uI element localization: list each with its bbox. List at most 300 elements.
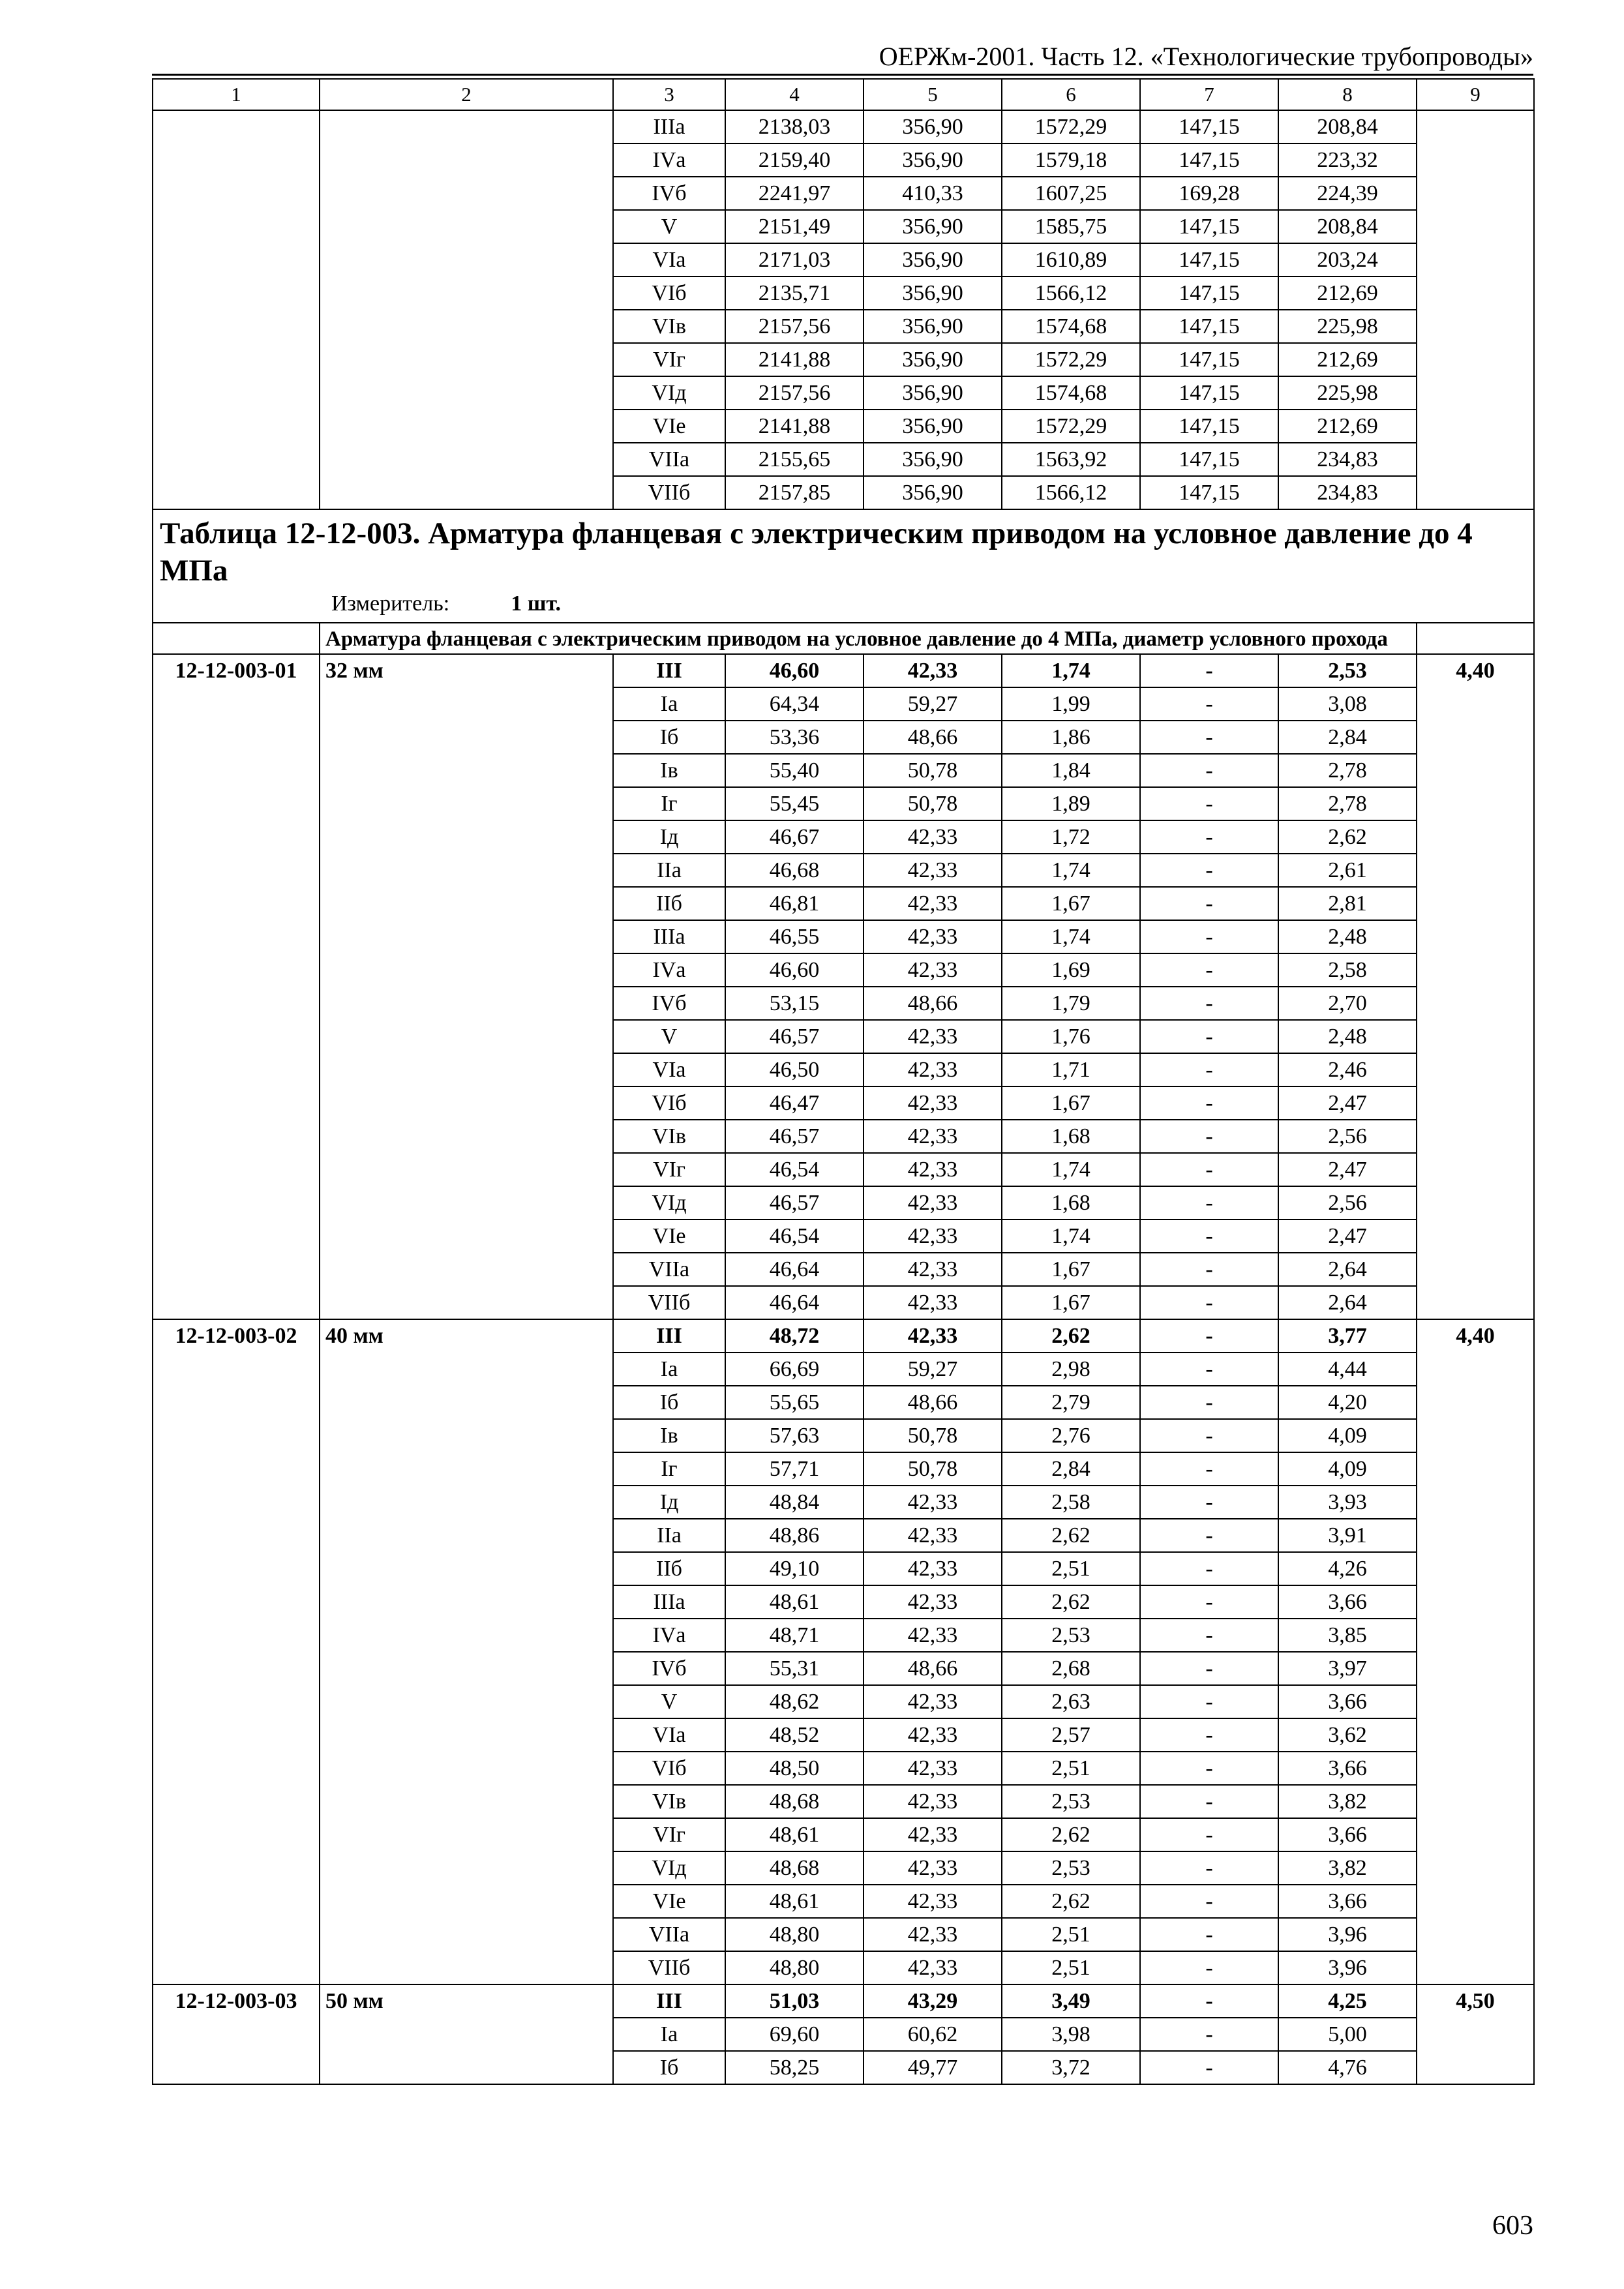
wages-cell: 42,33 [864, 1486, 1002, 1519]
machinist-wages-cell: - [1140, 1486, 1278, 1519]
zone-cell: Iб [613, 1386, 725, 1419]
machines-cell: 2,98 [1002, 1353, 1140, 1386]
materials-cell: 2,56 [1278, 1120, 1417, 1153]
zone-cell: Iв [613, 754, 725, 787]
zone-cell: VIв [613, 310, 725, 343]
total-cost-cell: 46,67 [725, 820, 864, 854]
machinist-wages-cell: - [1140, 987, 1278, 1020]
machines-cell: 1,71 [1002, 1053, 1140, 1086]
zone-cell: Iб [613, 2051, 725, 2084]
total-cost-cell: 64,34 [725, 687, 864, 721]
machinist-wages-cell: - [1140, 1851, 1278, 1885]
wages-cell: 42,33 [864, 1752, 1002, 1785]
wages-cell: 356,90 [864, 343, 1002, 376]
zone-cell: IIа [613, 854, 725, 887]
machines-cell: 2,79 [1002, 1386, 1140, 1419]
machinist-wages-cell: - [1140, 721, 1278, 754]
materials-cell: 3,66 [1278, 1685, 1417, 1718]
zone-cell: VIб [613, 1752, 725, 1785]
total-cost-cell: 57,63 [725, 1419, 864, 1452]
total-cost-cell: 46,60 [725, 953, 864, 987]
machines-cell: 1572,29 [1002, 110, 1140, 143]
diameter-cell [320, 110, 613, 509]
wages-cell: 356,90 [864, 143, 1002, 177]
wages-cell: 42,33 [864, 1286, 1002, 1319]
wages-cell: 50,78 [864, 787, 1002, 820]
wages-cell: 60,62 [864, 2018, 1002, 2051]
zone-cell: VIIа [613, 1918, 725, 1951]
materials-cell: 2,48 [1278, 920, 1417, 953]
column-number: 6 [1002, 79, 1140, 110]
wages-cell: 356,90 [864, 476, 1002, 509]
machinist-wages-cell: - [1140, 887, 1278, 920]
machinist-wages-cell: 147,15 [1140, 410, 1278, 443]
total-cost-cell: 46,64 [725, 1253, 864, 1286]
wages-cell: 42,33 [864, 1918, 1002, 1951]
wages-cell: 42,33 [864, 887, 1002, 920]
zone-cell: IVа [613, 953, 725, 987]
total-cost-cell: 51,03 [725, 1984, 864, 2018]
materials-cell: 2,78 [1278, 754, 1417, 787]
total-cost-cell: 46,64 [725, 1286, 864, 1319]
materials-cell: 3,82 [1278, 1785, 1417, 1818]
machines-cell: 3,72 [1002, 2051, 1140, 2084]
zone-cell: VIIа [613, 1253, 725, 1286]
zone-cell: IIIа [613, 1585, 725, 1619]
machinist-wages-cell: 147,15 [1140, 343, 1278, 376]
wages-cell: 356,90 [864, 410, 1002, 443]
total-cost-cell: 48,68 [725, 1785, 864, 1818]
machinist-wages-cell: - [1140, 1785, 1278, 1818]
total-cost-cell: 53,36 [725, 721, 864, 754]
machinist-wages-cell: - [1140, 1452, 1278, 1486]
zone-cell: VIг [613, 1818, 725, 1851]
machines-cell: 1566,12 [1002, 277, 1140, 310]
zone-cell: Iа [613, 687, 725, 721]
zone-cell: V [613, 1020, 725, 1053]
zone-cell: Iд [613, 820, 725, 854]
machines-cell: 1,67 [1002, 1086, 1140, 1120]
wages-cell: 42,33 [864, 1585, 1002, 1619]
machines-cell: 1,68 [1002, 1186, 1140, 1219]
table-row [153, 1984, 1534, 2018]
total-cost-cell: 2157,56 [725, 310, 864, 343]
zone-cell: Iа [613, 1353, 725, 1386]
table-title-row [153, 509, 1534, 623]
materials-cell: 224,39 [1278, 177, 1417, 210]
wages-cell: 42,33 [864, 1785, 1002, 1818]
machines-cell: 1,89 [1002, 787, 1140, 820]
machinist-wages-cell: 147,15 [1140, 143, 1278, 177]
machinist-wages-cell: - [1140, 1353, 1278, 1386]
materials-cell: 3,66 [1278, 1885, 1417, 1918]
zone-cell: Iб [613, 721, 725, 754]
machinist-wages-cell: 147,15 [1140, 476, 1278, 509]
machinist-wages-cell: - [1140, 1652, 1278, 1685]
zone-cell: Iв [613, 1419, 725, 1452]
wages-cell: 356,90 [864, 243, 1002, 277]
total-cost-cell: 46,47 [725, 1086, 864, 1120]
diameter-cell: 50 мм [320, 1984, 613, 2084]
zone-cell: VIг [613, 1153, 725, 1186]
total-cost-cell: 48,84 [725, 1486, 864, 1519]
meter-label: Измеритель: [331, 591, 450, 616]
machinist-wages-cell: 147,15 [1140, 376, 1278, 410]
machines-cell: 1,74 [1002, 920, 1140, 953]
zone-cell: IIб [613, 1552, 725, 1585]
zone-cell: III [613, 1984, 725, 2018]
machines-cell: 1,74 [1002, 1153, 1140, 1186]
zone-cell: VIе [613, 1885, 725, 1918]
materials-cell: 3,93 [1278, 1486, 1417, 1519]
total-cost-cell: 48,61 [725, 1885, 864, 1918]
wages-cell: 48,66 [864, 987, 1002, 1020]
materials-cell: 2,47 [1278, 1219, 1417, 1253]
column-number: 3 [613, 79, 725, 110]
description-blank [153, 623, 320, 654]
wages-cell: 42,33 [864, 1552, 1002, 1585]
materials-cell: 2,47 [1278, 1153, 1417, 1186]
zone-cell: VIв [613, 1785, 725, 1818]
factor-cell: 4,40 [1417, 1319, 1534, 1984]
materials-cell: 2,56 [1278, 1186, 1417, 1219]
total-cost-cell: 46,81 [725, 887, 864, 920]
machinist-wages-cell: 169,28 [1140, 177, 1278, 210]
zone-cell: VIа [613, 1053, 725, 1086]
machinist-wages-cell: - [1140, 1585, 1278, 1619]
column-number: 4 [725, 79, 864, 110]
wages-cell: 59,27 [864, 687, 1002, 721]
wages-cell: 42,33 [864, 1086, 1002, 1120]
page-number: 603 [1492, 2211, 1533, 2241]
total-cost-cell: 2171,03 [725, 243, 864, 277]
materials-cell: 4,20 [1278, 1386, 1417, 1419]
machinist-wages-cell: - [1140, 820, 1278, 854]
wages-cell: 42,33 [864, 1319, 1002, 1353]
zone-cell: VIIб [613, 1951, 725, 1984]
wages-cell: 49,77 [864, 2051, 1002, 2084]
wages-cell: 59,27 [864, 1353, 1002, 1386]
column-number: 9 [1417, 79, 1534, 110]
machinist-wages-cell: - [1140, 1286, 1278, 1319]
machinist-wages-cell: 147,15 [1140, 277, 1278, 310]
machinist-wages-cell: 147,15 [1140, 310, 1278, 343]
machinist-wages-cell: - [1140, 787, 1278, 820]
zone-cell: Iд [613, 1486, 725, 1519]
materials-cell: 2,78 [1278, 787, 1417, 820]
wages-cell: 356,90 [864, 110, 1002, 143]
column-number-row [153, 79, 1534, 110]
machines-cell: 2,51 [1002, 1752, 1140, 1785]
machinist-wages-cell: - [1140, 1086, 1278, 1120]
materials-cell: 2,58 [1278, 953, 1417, 987]
machinist-wages-cell: - [1140, 920, 1278, 953]
wages-cell: 42,33 [864, 854, 1002, 887]
wages-cell: 50,78 [864, 1419, 1002, 1452]
column-number: 8 [1278, 79, 1417, 110]
total-cost-cell: 2151,49 [725, 210, 864, 243]
factor-cell [1417, 110, 1534, 509]
machinist-wages-cell: - [1140, 1386, 1278, 1419]
machines-cell: 1,67 [1002, 1253, 1140, 1286]
machinist-wages-cell: - [1140, 1053, 1278, 1086]
diameter-cell: 32 мм [320, 654, 613, 1319]
materials-cell: 4,26 [1278, 1552, 1417, 1585]
machines-cell: 2,62 [1002, 1818, 1140, 1851]
wages-cell: 42,33 [864, 953, 1002, 987]
machines-cell: 2,51 [1002, 1951, 1140, 1984]
zone-cell: Iг [613, 1452, 725, 1486]
machines-cell: 2,58 [1002, 1486, 1140, 1519]
zone-cell: IVа [613, 1619, 725, 1652]
materials-cell: 208,84 [1278, 110, 1417, 143]
materials-cell: 223,32 [1278, 143, 1417, 177]
wages-cell: 356,90 [864, 376, 1002, 410]
zone-cell: IVб [613, 177, 725, 210]
wages-cell: 42,33 [864, 1818, 1002, 1851]
total-cost-cell: 46,57 [725, 1120, 864, 1153]
description-blank [1417, 623, 1534, 654]
zone-cell: VIа [613, 243, 725, 277]
machines-cell: 1,67 [1002, 887, 1140, 920]
total-cost-cell: 48,50 [725, 1752, 864, 1785]
wages-cell: 42,33 [864, 1120, 1002, 1153]
materials-cell: 3,66 [1278, 1818, 1417, 1851]
machines-cell: 2,63 [1002, 1685, 1140, 1718]
wages-cell: 356,90 [864, 443, 1002, 476]
total-cost-cell: 48,68 [725, 1851, 864, 1885]
materials-cell: 3,97 [1278, 1652, 1417, 1685]
total-cost-cell: 2141,88 [725, 410, 864, 443]
zone-cell: VIб [613, 1086, 725, 1120]
machines-cell: 1,79 [1002, 987, 1140, 1020]
table-title: Таблица 12-12-003. Арматура фланцевая с электрическим приводом на условное давление до 4 МПа [160, 516, 1473, 588]
materials-cell: 2,64 [1278, 1286, 1417, 1319]
wages-cell: 50,78 [864, 754, 1002, 787]
machines-cell: 1,69 [1002, 953, 1140, 987]
wages-cell: 42,33 [864, 1685, 1002, 1718]
zone-cell: IVб [613, 987, 725, 1020]
materials-cell: 2,84 [1278, 721, 1417, 754]
materials-cell: 3,85 [1278, 1619, 1417, 1652]
materials-cell: 3,91 [1278, 1519, 1417, 1552]
total-cost-cell: 2138,03 [725, 110, 864, 143]
wages-cell: 42,33 [864, 1718, 1002, 1752]
total-cost-cell: 48,80 [725, 1918, 864, 1951]
machinist-wages-cell: - [1140, 1885, 1278, 1918]
machines-cell: 1585,75 [1002, 210, 1140, 243]
diameter-cell: 40 мм [320, 1319, 613, 1984]
materials-cell: 2,64 [1278, 1253, 1417, 1286]
zone-cell: IIб [613, 887, 725, 920]
materials-cell: 3,96 [1278, 1951, 1417, 1984]
machines-cell: 1572,29 [1002, 343, 1140, 376]
machines-cell: 2,51 [1002, 1552, 1140, 1585]
header-rule [152, 74, 1533, 76]
machines-cell: 1574,68 [1002, 310, 1140, 343]
total-cost-cell: 46,54 [725, 1153, 864, 1186]
materials-cell: 234,83 [1278, 443, 1417, 476]
machines-cell: 3,49 [1002, 1984, 1140, 2018]
zone-cell: III [613, 654, 725, 687]
materials-cell: 212,69 [1278, 343, 1417, 376]
total-cost-cell: 48,61 [725, 1818, 864, 1851]
materials-cell: 3,66 [1278, 1585, 1417, 1619]
materials-cell: 2,47 [1278, 1086, 1417, 1120]
machinist-wages-cell: - [1140, 1619, 1278, 1652]
machines-cell: 1572,29 [1002, 410, 1140, 443]
machinist-wages-cell: - [1140, 1718, 1278, 1752]
table-row [153, 1319, 1534, 1353]
total-cost-cell: 48,80 [725, 1951, 864, 1984]
machinist-wages-cell: - [1140, 654, 1278, 687]
total-cost-cell: 2157,85 [725, 476, 864, 509]
materials-cell: 2,62 [1278, 820, 1417, 854]
machines-cell: 2,84 [1002, 1452, 1140, 1486]
machinist-wages-cell: - [1140, 953, 1278, 987]
wages-cell: 356,90 [864, 310, 1002, 343]
column-number: 7 [1140, 79, 1278, 110]
materials-cell: 2,48 [1278, 1020, 1417, 1053]
materials-cell: 4,09 [1278, 1452, 1417, 1486]
machinist-wages-cell: - [1140, 854, 1278, 887]
machines-cell: 1610,89 [1002, 243, 1140, 277]
zone-cell: VIе [613, 1219, 725, 1253]
materials-cell: 3,62 [1278, 1718, 1417, 1752]
zone-cell: VIIб [613, 476, 725, 509]
materials-cell: 2,61 [1278, 854, 1417, 887]
machines-cell: 1563,92 [1002, 443, 1140, 476]
machinist-wages-cell: - [1140, 1818, 1278, 1851]
zone-cell: VIIа [613, 443, 725, 476]
code-cell [153, 110, 320, 509]
running-header: ОЕРЖм-2001. Часть 12. «Технологические трубопроводы» [879, 42, 1533, 71]
machinist-wages-cell: 147,15 [1140, 443, 1278, 476]
wages-cell: 42,33 [864, 1153, 1002, 1186]
machines-cell: 1579,18 [1002, 143, 1140, 177]
materials-cell: 234,83 [1278, 476, 1417, 509]
wages-cell: 42,33 [864, 1851, 1002, 1885]
machines-cell: 2,68 [1002, 1652, 1140, 1685]
wages-cell: 410,33 [864, 177, 1002, 210]
materials-cell: 4,09 [1278, 1419, 1417, 1452]
wages-cell: 42,33 [864, 1519, 1002, 1552]
total-cost-cell: 48,61 [725, 1585, 864, 1619]
total-cost-cell: 66,69 [725, 1353, 864, 1386]
materials-cell: 2,53 [1278, 654, 1417, 687]
materials-cell: 225,98 [1278, 376, 1417, 410]
materials-cell: 2,46 [1278, 1053, 1417, 1086]
rates-table-body [153, 79, 1534, 2084]
machinist-wages-cell: - [1140, 2018, 1278, 2051]
materials-cell: 4,76 [1278, 2051, 1417, 2084]
factor-cell: 4,50 [1417, 1984, 1534, 2084]
total-cost-cell: 2241,97 [725, 177, 864, 210]
materials-cell: 3,82 [1278, 1851, 1417, 1885]
materials-cell: 3,08 [1278, 687, 1417, 721]
rates-table [152, 78, 1535, 2085]
machines-cell: 2,53 [1002, 1785, 1140, 1818]
wages-cell: 42,33 [864, 1253, 1002, 1286]
wages-cell: 48,66 [864, 1652, 1002, 1685]
machines-cell: 2,62 [1002, 1885, 1140, 1918]
wages-cell: 42,33 [864, 654, 1002, 687]
total-cost-cell: 55,65 [725, 1386, 864, 1419]
total-cost-cell: 46,55 [725, 920, 864, 953]
wages-cell: 43,29 [864, 1984, 1002, 2018]
total-cost-cell: 48,71 [725, 1619, 864, 1652]
machinist-wages-cell: - [1140, 1951, 1278, 1984]
materials-cell: 2,70 [1278, 987, 1417, 1020]
machines-cell: 1,74 [1002, 1219, 1140, 1253]
wages-cell: 50,78 [864, 1452, 1002, 1486]
total-cost-cell: 48,86 [725, 1519, 864, 1552]
zone-cell: IIIа [613, 110, 725, 143]
table-row [153, 654, 1534, 687]
machines-cell: 1,84 [1002, 754, 1140, 787]
wages-cell: 42,33 [864, 1053, 1002, 1086]
total-cost-cell: 46,54 [725, 1219, 864, 1253]
total-cost-cell: 2159,40 [725, 143, 864, 177]
zone-cell: VIб [613, 277, 725, 310]
materials-cell: 208,84 [1278, 210, 1417, 243]
code-cell: 12-12-003-03 [153, 1984, 320, 2084]
machinist-wages-cell: - [1140, 1519, 1278, 1552]
zone-cell: VIд [613, 1186, 725, 1219]
wages-cell: 42,33 [864, 1885, 1002, 1918]
materials-cell: 3,96 [1278, 1918, 1417, 1951]
materials-cell: 4,44 [1278, 1353, 1417, 1386]
machines-cell: 2,53 [1002, 1619, 1140, 1652]
machinist-wages-cell: 147,15 [1140, 110, 1278, 143]
machinist-wages-cell: - [1140, 1319, 1278, 1353]
zone-cell: V [613, 210, 725, 243]
machinist-wages-cell: - [1140, 1253, 1278, 1286]
machinist-wages-cell: - [1140, 1419, 1278, 1452]
zone-cell: VIа [613, 1718, 725, 1752]
total-cost-cell: 2155,65 [725, 443, 864, 476]
wages-cell: 42,33 [864, 1951, 1002, 1984]
description-text: Арматура фланцевая с электрическим приводом на условное давление до 4 МПа, диаметр условного прохода [320, 623, 1417, 654]
wages-cell: 42,33 [864, 1020, 1002, 1053]
wages-cell: 42,33 [864, 1186, 1002, 1219]
materials-cell: 3,66 [1278, 1752, 1417, 1785]
meter-value: 1 шт. [511, 591, 562, 616]
zone-cell: IVб [613, 1652, 725, 1685]
machines-cell: 1,68 [1002, 1120, 1140, 1153]
wages-cell: 42,33 [864, 1619, 1002, 1652]
total-cost-cell: 57,71 [725, 1452, 864, 1486]
machines-cell: 1,67 [1002, 1286, 1140, 1319]
materials-cell: 203,24 [1278, 243, 1417, 277]
materials-cell: 225,98 [1278, 310, 1417, 343]
machines-cell: 3,98 [1002, 2018, 1140, 2051]
machines-cell: 1,99 [1002, 687, 1140, 721]
total-cost-cell: 55,45 [725, 787, 864, 820]
zone-cell: V [613, 1685, 725, 1718]
total-cost-cell: 48,52 [725, 1718, 864, 1752]
machines-cell: 1,86 [1002, 721, 1140, 754]
table-row [153, 110, 1534, 143]
machinist-wages-cell: - [1140, 1153, 1278, 1186]
machinist-wages-cell: - [1140, 1186, 1278, 1219]
materials-cell: 3,77 [1278, 1319, 1417, 1353]
wages-cell: 42,33 [864, 820, 1002, 854]
total-cost-cell: 53,15 [725, 987, 864, 1020]
column-number: 5 [864, 79, 1002, 110]
total-cost-cell: 49,10 [725, 1552, 864, 1585]
machinist-wages-cell: - [1140, 1918, 1278, 1951]
